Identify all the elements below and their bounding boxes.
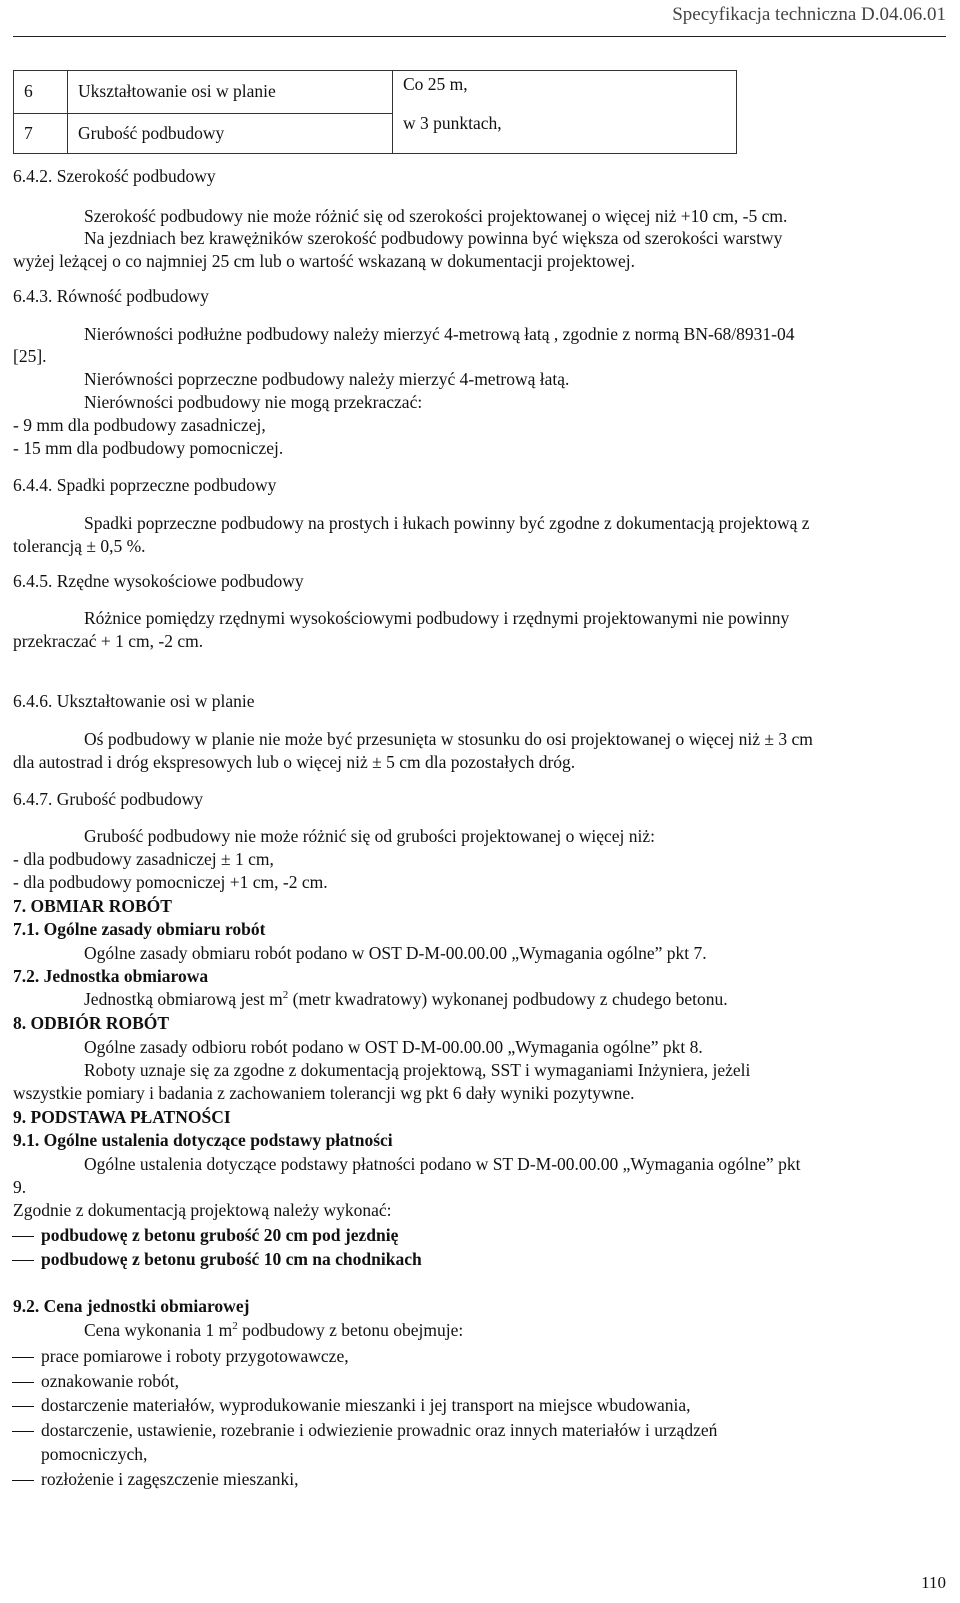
paragraph-line: tolerancją ± 0,5 %. bbox=[13, 536, 146, 556]
paragraph-line: Nierówności podbudowy nie mogą przekraczać: bbox=[84, 392, 423, 412]
list-item: - dla podbudowy zasadniczej ± 1 cm, bbox=[13, 849, 274, 869]
text-span: Cena wykonania 1 m bbox=[84, 1320, 233, 1340]
list-item: prace pomiarowe i roboty przygotowawcze, bbox=[41, 1346, 349, 1366]
header-rule bbox=[13, 36, 946, 37]
section-heading-9-1: 9.1. Ogólne ustalenia dotyczące podstawy płatności bbox=[13, 1130, 393, 1150]
section-heading-9: 9. PODSTAWA PŁATNOŚCI bbox=[13, 1107, 231, 1127]
section-heading-7-2: 7.2. Jednostka obmiarowa bbox=[13, 966, 209, 986]
section-heading-6-4-7: 6.4.7. Grubość podbudowy bbox=[13, 789, 204, 809]
list-item: dostarczenie, ustawienie, rozebranie i odwiezienie prowadnic oraz innych materiałów i urządzeń bbox=[41, 1420, 718, 1440]
paragraph-line: Szerokość podbudowy nie może różnić się od szerokości projektowanej o więcej niż +10 cm, -5 cm. bbox=[84, 206, 788, 226]
text-span: (metr kwadratowy) wykonanej podbudowy z chudego betonu. bbox=[288, 989, 728, 1009]
section-heading-6-4-2: 6.4.2. Szerokość podbudowy bbox=[13, 166, 216, 186]
row-frequency: Co 25 m, bbox=[393, 71, 737, 114]
paragraph-line: Na jezdniach bez krawężników szerokość podbudowy powinna być większa od szerokości warstwy bbox=[84, 228, 783, 248]
list-item: - 15 mm dla podbudowy pomocniczej. bbox=[13, 438, 284, 458]
list-item: dostarczenie materiałów, wyprodukowanie mieszanki i jej transport na miejsce wbudowania, bbox=[41, 1395, 691, 1415]
row-name: Grubość podbudowy bbox=[68, 113, 393, 153]
section-heading-7: 7. OBMIAR ROBÓT bbox=[13, 896, 172, 916]
text-span: Jednostką obmiarową jest m bbox=[84, 989, 283, 1009]
paragraph-line: przekraczać + 1 cm, -2 cm. bbox=[13, 631, 204, 651]
document-header: Specyfikacja techniczna D.04.06.01 bbox=[672, 4, 946, 25]
paragraph-line: Nierówności poprzeczne podbudowy należy mierzyć 4-metrową łatą. bbox=[84, 369, 570, 389]
section-heading-7-1: 7.1. Ogólne zasady obmiaru robót bbox=[13, 919, 266, 939]
paragraph-line: Oś podbudowy w planie nie może być przesunięta w stosunku do osi projektowanej o więcej niż ± 3 cm bbox=[84, 729, 813, 749]
dash-bullet bbox=[12, 1406, 34, 1407]
list-item: - 9 mm dla podbudowy zasadniczej, bbox=[13, 415, 266, 435]
list-item: oznakowanie robót, bbox=[41, 1371, 180, 1391]
row-number: 6 bbox=[14, 71, 68, 114]
paragraph-line: Grubość podbudowy nie może różnić się od grubości projektowanej o więcej niż: bbox=[84, 826, 656, 846]
paragraph-line: 9. bbox=[13, 1177, 27, 1197]
paragraph-line: Zgodnie z dokumentacją projektową należy wykonać: bbox=[13, 1200, 392, 1220]
dash-bullet bbox=[12, 1236, 34, 1237]
paragraph-line: Różnice pomiędzy rzędnymi wysokościowymi podbudowy i rzędnymi projektowanymi nie powinny bbox=[84, 608, 790, 628]
superscript: 2 bbox=[232, 1320, 238, 1333]
page-number: 110 bbox=[921, 1573, 946, 1592]
superscript: 2 bbox=[282, 989, 289, 1002]
dash-bullet bbox=[12, 1431, 34, 1432]
section-heading-9-2: 9.2. Cena jednostki obmiarowej bbox=[13, 1296, 250, 1316]
list-item: - dla podbudowy pomocniczej +1 cm, -2 cm. bbox=[13, 872, 328, 892]
paragraph-line: Roboty uznaje się za zgodne z dokumentacją projektową, SST i wymaganiami Inżyniera, jeżeli bbox=[84, 1060, 751, 1080]
list-item: rozłożenie i zagęszczenie mieszanki, bbox=[41, 1469, 299, 1489]
section-heading-6-4-5: 6.4.5. Rzędne wysokościowe podbudowy bbox=[13, 571, 304, 591]
row-frequency: w 3 punktach, bbox=[393, 113, 737, 153]
row-number: 7 bbox=[14, 113, 68, 153]
paragraph-line bbox=[84, 1320, 463, 1340]
dash-bullet bbox=[12, 1260, 34, 1261]
paragraph-line bbox=[84, 989, 728, 1009]
table-row bbox=[14, 113, 737, 153]
row-name: Ukształtowanie osi w planie bbox=[68, 71, 393, 114]
section-heading-8: 8. ODBIÓR ROBÓT bbox=[13, 1013, 170, 1033]
paragraph-line: wszystkie pomiary i badania z zachowaniem tolerancji wg pkt 6 dały wyniki pozytywne. bbox=[13, 1083, 635, 1103]
dash-bullet bbox=[12, 1382, 34, 1383]
dash-bullet bbox=[12, 1480, 34, 1481]
text-span: podbudowy z betonu obejmuje: bbox=[237, 1320, 464, 1340]
list-item: podbudowę z betonu grubość 10 cm na chodnikach bbox=[41, 1249, 422, 1269]
requirements-table bbox=[13, 70, 737, 154]
paragraph-line: wyżej leżącej o co najmniej 25 cm lub o wartość wskazaną w dokumentacji projektowej. bbox=[13, 251, 636, 271]
section-heading-6-4-3: 6.4.3. Równość podbudowy bbox=[13, 286, 209, 306]
section-heading-6-4-4: 6.4.4. Spadki poprzeczne podbudowy bbox=[13, 475, 277, 495]
section-heading-6-4-6: 6.4.6. Ukształtowanie osi w planie bbox=[13, 691, 255, 711]
paragraph-line: [25]. bbox=[13, 346, 47, 366]
paragraph-line: dla autostrad i dróg ekspresowych lub o więcej niż ± 5 cm dla pozostałych dróg. bbox=[13, 752, 576, 772]
paragraph-line: Ogólne zasady obmiaru robót podano w OST D-M-00.00.00 „Wymagania ogólne” pkt 7. bbox=[84, 943, 707, 963]
table-row bbox=[14, 71, 737, 114]
list-item: pomocniczych, bbox=[41, 1444, 148, 1464]
paragraph-line: Ogólne ustalenia dotyczące podstawy płatności podano w ST D-M-00.00.00 „Wymagania ogólne” pkt bbox=[84, 1154, 801, 1174]
list-item: podbudowę z betonu grubość 20 cm pod jezdnię bbox=[41, 1225, 399, 1245]
paragraph-line: Ogólne zasady odbioru robót podano w OST D-M-00.00.00 „Wymagania ogólne” pkt 8. bbox=[84, 1037, 703, 1057]
paragraph-line: Spadki poprzeczne podbudowy na prostych i łukach powinny być zgodne z dokumentacją projektową z bbox=[84, 513, 810, 533]
paragraph-line: Nierówności podłużne podbudowy należy mierzyć 4-metrową łatą , zgodnie z normą BN-68/8931-04 bbox=[84, 324, 795, 344]
dash-bullet bbox=[12, 1357, 34, 1358]
